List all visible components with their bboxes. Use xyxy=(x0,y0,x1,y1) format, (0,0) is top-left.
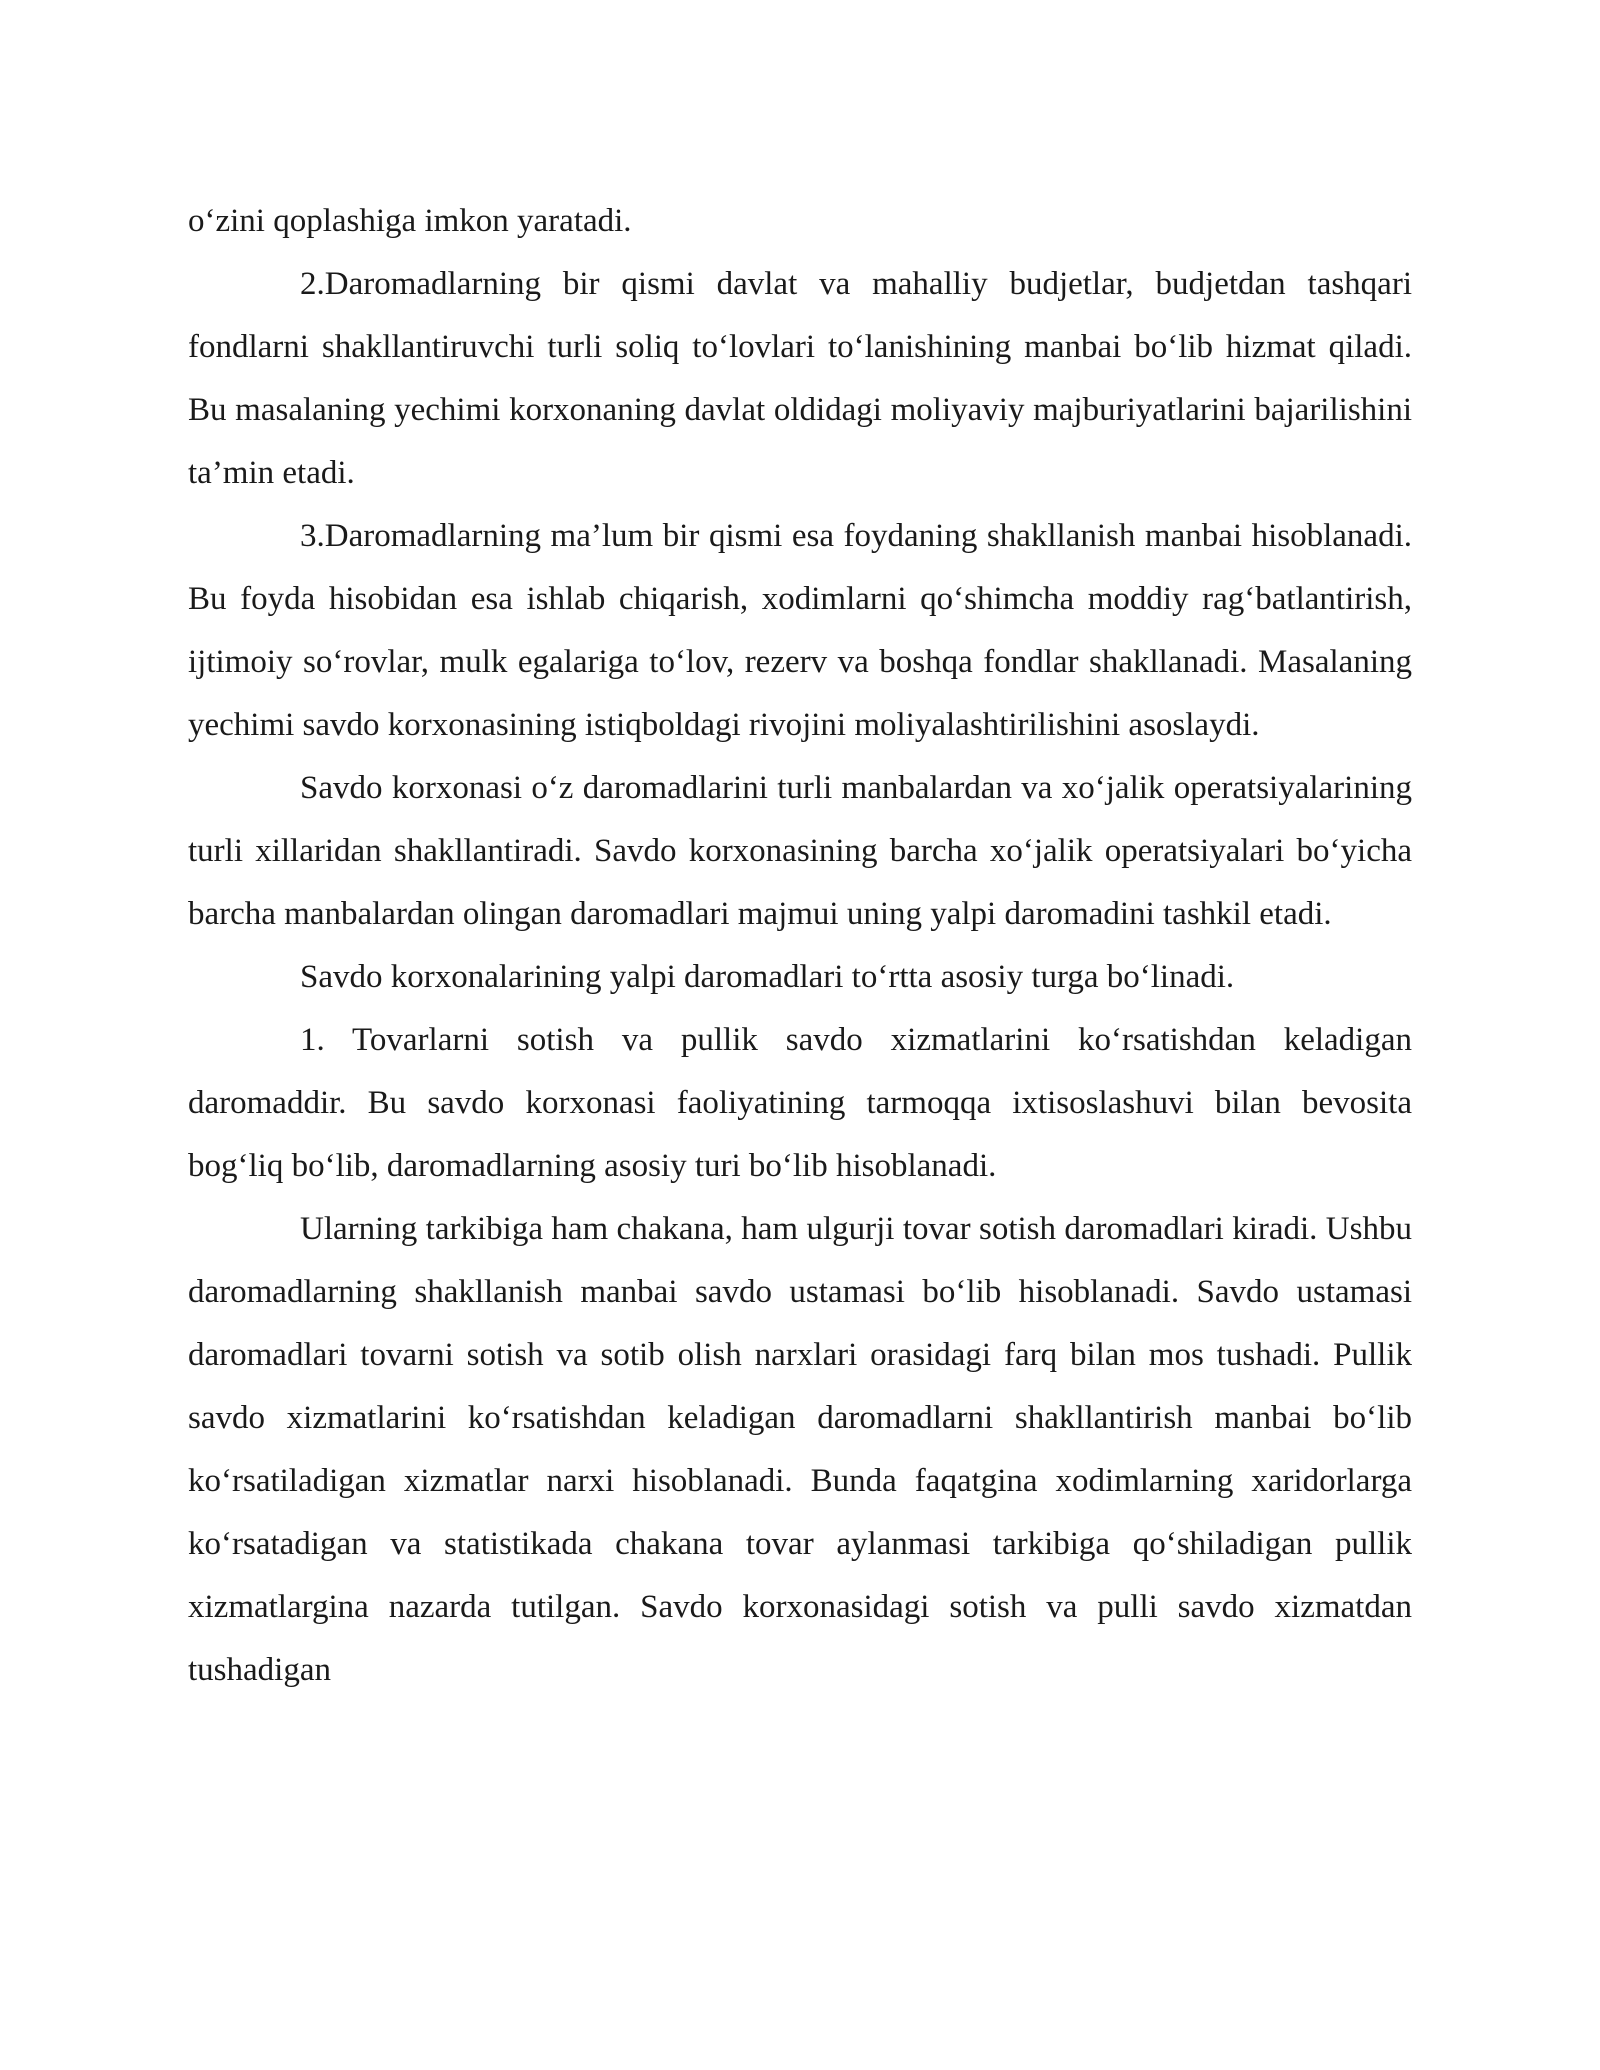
document-page xyxy=(188,190,1412,1702)
paragraph-3: 3.Daromadlarning ma’lum bir qismi esa foydaning shakllanish manbai hisoblanadi. Bu foyda hisobidan esa ishlab chiqarish, xodimlarni qo‘shimcha moddiy rag‘batlantirish, ijtimoiy so‘rovlar, mulk egalariga to‘lov, rezerv va boshqa fondlar shakllanadi. Masalaning yechimi savdo korxonasining istiqboldagi rivojini moliyalashtirilishini asoslaydi. xyxy=(188,518,1412,743)
paragraph-7: Ularning tarkibiga ham chakana, ham ulgurji tovar sotish daromadlari kiradi. Ushbu daromadlarning shakllanish manbai savdo ustamasi bo‘lib hisoblanadi. Savdo ustamasi daromadlari tovarni sotish va sotib olish narxlari orasidagi farq bilan mos tushadi. Pullik savdo xizmatlarini ko‘rsatishdan keladigan daromadlarni shakllantirish manbai bo‘lib ko‘rsatiladigan xizmatlar narxi hisoblanadi. Bunda faqatgina xodimlarning xaridorlarga ko‘rsatadigan va statistikada chakana tovar aylanmasi tarkibiga qo‘shiladigan pullik xizmatlargina nazarda tutilgan. Savdo korxonasidagi sotish va pulli savdo xizmatdan tushadigan xyxy=(188,1211,1412,1688)
paragraph-2: 2.Daromadlarning bir qismi davlat va mahalliy budjetlar, budjetdan tashqari fondlarni shakllantiruvchi turli soliq to‘lovlari to‘lanishining manbai bo‘lib hizmat qiladi. Bu masalaning yechimi korxonaning davlat oldidagi moliyaviy majburiyatlarini bajarilishini ta’min etadi. xyxy=(188,266,1412,491)
paragraph-1: o‘zini qoplashiga imkon yaratadi. xyxy=(188,203,632,239)
paragraph-6: 1. Tovarlarni sotish va pullik savdo xizmatlarini ko‘rsatishdan keladigan daromaddir. Bu savdo korxonasi faoliyatining tarmoqqa ixtisoslashuvi bilan bevosita bog‘liq bo‘lib, daromadlarning asosiy turi bo‘lib hisoblanadi. xyxy=(188,1022,1412,1184)
paragraph-5: Savdo korxonalarining yalpi daromadlari to‘rtta asosiy turga bo‘linadi. xyxy=(300,959,1235,995)
paragraph-4: Savdo korxonasi o‘z daromadlarini turli manbalardan va xo‘jalik operatsiyalarining turli xillaridan shakllantiradi. Savdo korxonasining barcha xo‘jalik operatsiyalari bo‘yicha barcha manbalardan olingan daromadlari majmui uning yalpi daromadini tashkil etadi. xyxy=(188,770,1412,932)
